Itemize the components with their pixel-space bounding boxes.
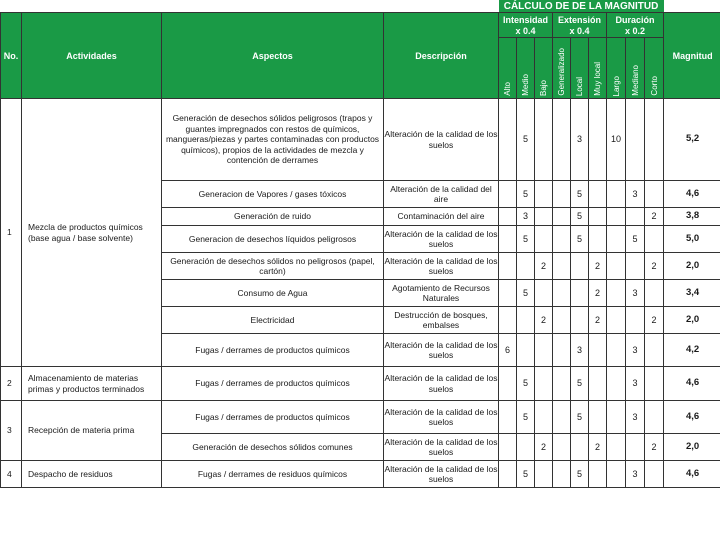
table-row — [1, 99, 720, 181]
score-cell — [535, 461, 553, 488]
score-cell — [607, 334, 626, 367]
score-cell — [499, 253, 517, 280]
score-cell: 5 — [517, 99, 535, 181]
score-cell — [589, 181, 607, 208]
descripcion-cell: Alteración de la calidad de los suelos — [384, 226, 499, 253]
score-cell — [589, 226, 607, 253]
score-cell — [607, 307, 626, 334]
magnitud-cell: 2,0 — [664, 307, 720, 334]
score-cell — [626, 434, 645, 461]
table-row — [1, 401, 720, 434]
aspecto-cell: Fugas / derrames de productos químicos — [162, 334, 384, 367]
descripcion-cell: Alteración de la calidad de los suelos — [384, 99, 499, 181]
aspecto-cell: Generación de desechos sólidos no peligrosos (papel, cartón) — [162, 253, 384, 280]
score-cell: 5 — [571, 461, 589, 488]
score-cell — [553, 401, 571, 434]
score-cell: 2 — [535, 434, 553, 461]
magnitud-cell: 4,6 — [664, 367, 720, 401]
header-aspectos: Aspectos — [162, 13, 384, 99]
subheader-medio: Medio — [517, 38, 535, 99]
score-cell — [517, 334, 535, 367]
score-cell — [553, 208, 571, 226]
score-cell — [517, 253, 535, 280]
descripcion-cell: Alteración de la calidad de los suelos — [384, 461, 499, 488]
magnitud-cell: 5,0 — [664, 226, 720, 253]
subheader-corto: Corto — [645, 38, 664, 99]
score-cell: 5 — [517, 280, 535, 307]
aspecto-cell: Fugas / derrames de productos químicos — [162, 367, 384, 401]
score-cell: 2 — [589, 307, 607, 334]
descripcion-cell: Alteración de la calidad de los suelos — [384, 401, 499, 434]
score-cell: 5 — [571, 401, 589, 434]
score-cell — [499, 434, 517, 461]
score-cell — [626, 208, 645, 226]
header-extension — [553, 13, 607, 38]
score-cell: 5 — [517, 367, 535, 401]
score-cell — [645, 280, 664, 307]
score-cell — [553, 253, 571, 280]
score-cell: 5 — [626, 226, 645, 253]
header-intensidad-label: Intensidad — [502, 15, 548, 25]
aspecto-cell: Generación de desechos sólidos comunes — [162, 434, 384, 461]
score-cell — [499, 401, 517, 434]
score-cell — [607, 253, 626, 280]
header-duracion — [607, 13, 664, 38]
score-cell — [626, 99, 645, 181]
magnitud-cell: 4,6 — [664, 461, 720, 488]
score-cell — [626, 253, 645, 280]
score-cell: 2 — [535, 253, 553, 280]
score-cell — [607, 367, 626, 401]
score-cell: 3 — [517, 208, 535, 226]
table-row — [1, 461, 720, 488]
score-cell — [607, 461, 626, 488]
score-cell — [607, 181, 626, 208]
score-cell — [499, 99, 517, 181]
table-row — [1, 367, 720, 401]
score-cell — [645, 461, 664, 488]
descripcion-cell: Alteración de la calidad de los suelos — [384, 253, 499, 280]
score-cell: 5 — [517, 401, 535, 434]
score-cell — [607, 208, 626, 226]
score-cell: 3 — [571, 334, 589, 367]
score-cell: 2 — [645, 434, 664, 461]
aspecto-cell: Fugas / derrames de residuos químicos — [162, 461, 384, 488]
descripcion-cell: Alteración de la calidad de los suelos — [384, 434, 499, 461]
magnitud-cell: 4,2 — [664, 334, 720, 367]
activity-name: Recepción de materia prima — [22, 401, 162, 461]
header-magnitud: Magnitud — [664, 13, 720, 99]
descripcion-cell: Destrucción de bosques, embalses — [384, 307, 499, 334]
score-cell: 2 — [535, 307, 553, 334]
descripcion-cell: Contaminación del aire — [384, 208, 499, 226]
score-cell — [607, 434, 626, 461]
score-cell — [535, 334, 553, 367]
score-cell — [607, 280, 626, 307]
magnitud-cell: 4,6 — [664, 181, 720, 208]
score-cell — [553, 181, 571, 208]
score-cell — [571, 434, 589, 461]
score-cell — [553, 461, 571, 488]
score-cell — [607, 401, 626, 434]
score-cell: 5 — [517, 226, 535, 253]
score-cell — [645, 99, 664, 181]
subheader-alto: Alto — [499, 38, 517, 99]
score-cell — [645, 181, 664, 208]
score-cell: 5 — [571, 208, 589, 226]
score-cell — [499, 226, 517, 253]
header-no: No. — [1, 13, 22, 99]
activity-number: 1 — [1, 99, 22, 367]
score-cell — [535, 367, 553, 401]
score-cell — [607, 226, 626, 253]
score-cell — [499, 208, 517, 226]
subheader-muy-local: Muy local — [589, 38, 607, 99]
score-cell — [645, 334, 664, 367]
score-cell — [535, 208, 553, 226]
aspecto-cell: Generación de ruido — [162, 208, 384, 226]
score-cell: 2 — [589, 434, 607, 461]
magnitud-cell: 3,8 — [664, 208, 720, 226]
aspecto-cell: Generación de desechos sólidos peligrosos (trapos y guantes impregnados con restos de químicos, mangueras/piezas y partes contaminadas con productos químicos), propios de la actividades de mezcla y contención de derrames — [162, 99, 384, 181]
activity-number: 2 — [1, 367, 22, 401]
score-cell: 2 — [645, 307, 664, 334]
score-cell — [553, 334, 571, 367]
score-cell — [553, 307, 571, 334]
aspecto-cell: Consumo de Agua — [162, 280, 384, 307]
score-cell — [571, 280, 589, 307]
score-cell: 3 — [626, 461, 645, 488]
aspecto-cell: Electricidad — [162, 307, 384, 334]
score-cell: 5 — [517, 461, 535, 488]
header-intensidad — [499, 13, 553, 38]
magnitud-cell: 3,4 — [664, 280, 720, 307]
score-cell — [535, 401, 553, 434]
score-cell — [553, 434, 571, 461]
score-cell — [553, 99, 571, 181]
score-cell: 3 — [571, 99, 589, 181]
subheader-largo: Largo — [607, 38, 626, 99]
score-cell: 2 — [589, 253, 607, 280]
score-cell: 3 — [626, 334, 645, 367]
table-title: CÁLCULO DE DE LA MAGNITUD — [499, 0, 664, 13]
score-cell — [645, 367, 664, 401]
score-cell — [571, 253, 589, 280]
magnitud-cell: 5,2 — [664, 99, 720, 181]
subheader-generalizado: Generalizado — [553, 38, 571, 99]
activity-number: 4 — [1, 461, 22, 488]
aspecto-cell: Generacion de Vapores / gases tóxicos — [162, 181, 384, 208]
score-cell: 2 — [645, 208, 664, 226]
score-cell — [553, 280, 571, 307]
header-intensidad-factor: x 0.4 — [515, 26, 536, 36]
header-duracion-factor: x 0.2 — [625, 26, 646, 36]
score-cell — [626, 307, 645, 334]
header-actividades: Actividades — [22, 13, 162, 99]
score-cell: 3 — [626, 280, 645, 307]
score-cell — [553, 226, 571, 253]
activity-name: Almacenamiento de materias primas y productos terminados — [22, 367, 162, 401]
score-cell — [589, 334, 607, 367]
score-cell — [589, 208, 607, 226]
score-cell — [535, 181, 553, 208]
header-extension-factor: x 0.4 — [569, 26, 590, 36]
score-cell — [535, 280, 553, 307]
score-cell — [645, 401, 664, 434]
score-cell: 5 — [571, 226, 589, 253]
activity-name: Despacho de residuos — [22, 461, 162, 488]
score-cell — [499, 280, 517, 307]
score-cell — [589, 99, 607, 181]
score-cell — [589, 367, 607, 401]
aspecto-cell: Fugas / derrames de productos químicos — [162, 401, 384, 434]
score-cell — [499, 307, 517, 334]
score-cell: 2 — [589, 280, 607, 307]
activity-number: 3 — [1, 401, 22, 461]
score-cell: 3 — [626, 181, 645, 208]
score-cell: 10 — [607, 99, 626, 181]
aspecto-cell: Generacion de desechos líquidos peligrosos — [162, 226, 384, 253]
magnitud-cell: 2,0 — [664, 434, 720, 461]
score-cell — [589, 461, 607, 488]
descripcion-cell: Agotamiento de Recursos Naturales — [384, 280, 499, 307]
score-cell — [535, 99, 553, 181]
score-cell — [645, 226, 664, 253]
descripcion-cell: Alteración de la calidad del aire — [384, 181, 499, 208]
descripcion-cell: Alteración de la calidad de los suelos — [384, 367, 499, 401]
magnitud-cell: 4,6 — [664, 401, 720, 434]
score-cell — [571, 307, 589, 334]
score-cell — [499, 181, 517, 208]
score-cell: 2 — [645, 253, 664, 280]
score-cell: 3 — [626, 367, 645, 401]
score-cell: 6 — [499, 334, 517, 367]
descripcion-cell: Alteración de la calidad de los suelos — [384, 334, 499, 367]
score-cell — [517, 307, 535, 334]
subheader-bajo: Bajo — [535, 38, 553, 99]
score-cell — [589, 401, 607, 434]
score-cell — [535, 226, 553, 253]
score-cell — [499, 367, 517, 401]
score-cell — [553, 367, 571, 401]
subheader-local: Local — [571, 38, 589, 99]
score-cell: 5 — [571, 367, 589, 401]
subheader-mediano: Mediano — [626, 38, 645, 99]
score-cell — [517, 434, 535, 461]
magnitud-cell: 2,0 — [664, 253, 720, 280]
header-descripcion: Descripción — [384, 13, 499, 99]
header-duracion-label: Duración — [615, 15, 655, 25]
score-cell: 3 — [626, 401, 645, 434]
score-cell — [499, 461, 517, 488]
score-cell: 5 — [571, 181, 589, 208]
header-extension-label: Extensión — [557, 15, 601, 25]
score-cell: 5 — [517, 181, 535, 208]
activity-name: Mezcla de productos químicos (base agua / base solvente) — [22, 99, 162, 367]
